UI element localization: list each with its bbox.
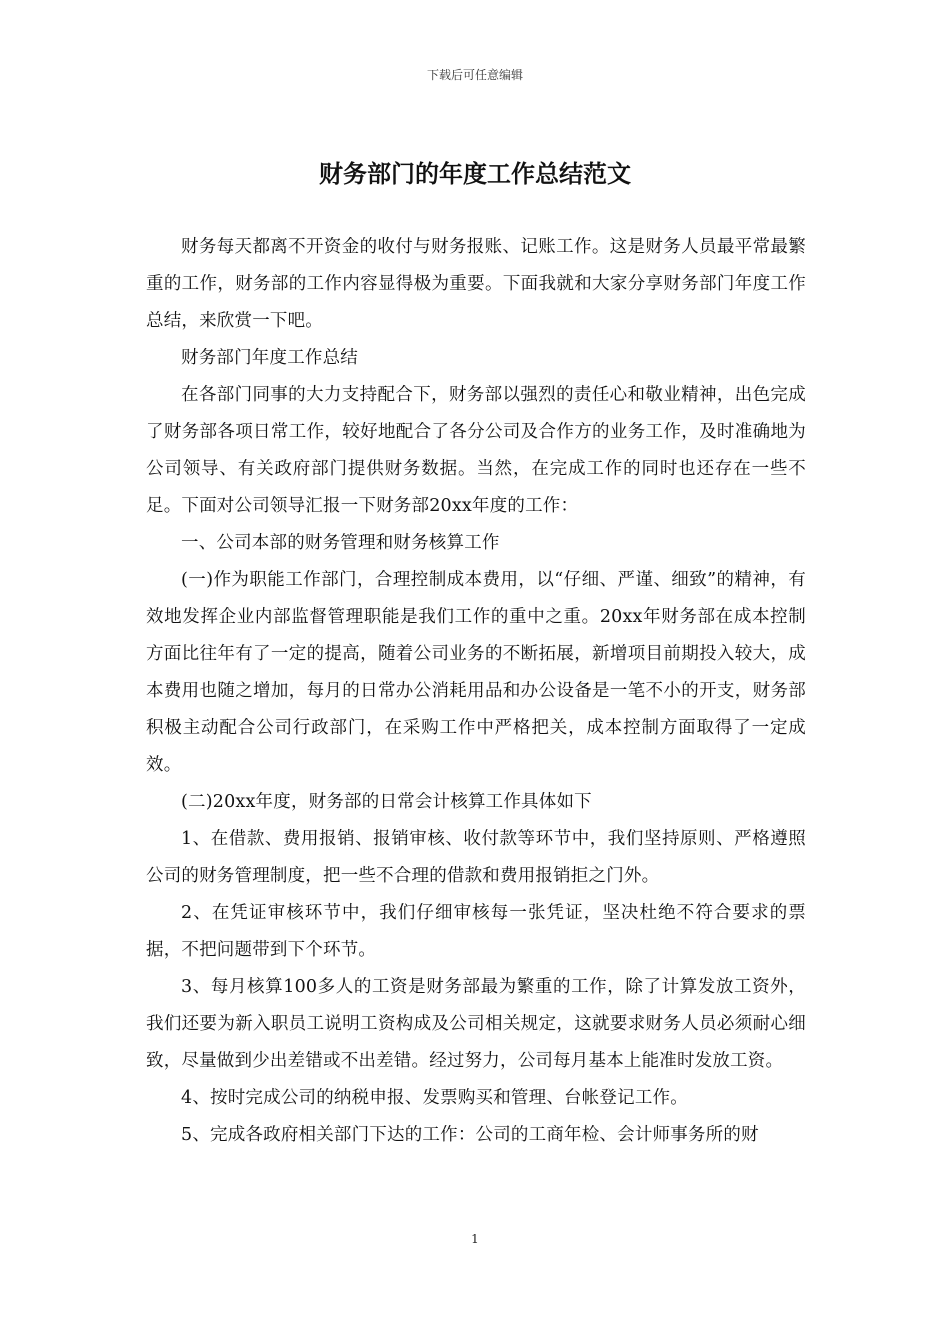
paragraph-intro: 财务每天都离不开资金的收付与财务报账、记账工作。这是财务人员最平常最繁重的工作，财务部的工作内容显得极为重要。下面我就和大家分享财务部门年度工作总结，来欣赏一下吧。: [146, 237, 806, 331]
list-item-1: 1、在借款、费用报销、报销审核、收付款等环节中，我们坚持原则、严格遵照公司的财务管理制度，把一些不合理的借款和费用报销拒之门外。: [146, 829, 806, 886]
section-heading-1: 一、公司本部的财务管理和财务核算工作: [181, 533, 500, 553]
header-note: 下载后可任意编辑: [426, 68, 523, 82]
document-body: [146, 229, 806, 1154]
list-item-4: 4、按时完成公司的纳税申报、发票购买和管理、台帐登记工作。: [181, 1088, 688, 1108]
paragraph-overview: 在各部门同事的大力支持配合下，财务部以强烈的责任心和敬业精神，出色完成了财务部各项日常工作，较好地配合了各分公司及合作方的业务工作，及时准确地为公司领导、有关政府部门提供财务数据。当然，在完成工作的同时也还存在一些不足。下面对公司领导汇报一下财务部20xx年度的工作：: [146, 385, 806, 516]
list-item-2: 2、在凭证审核环节中，我们仔细审核每一张凭证，坚决杜绝不符合要求的票据，不把问题带到下个环节。: [146, 903, 806, 960]
list-item-5: 5、完成各政府相关部门下达的工作：公司的工商年检、会计师事务所的财: [181, 1125, 759, 1145]
paragraph-subtitle: 财务部门年度工作总结: [181, 348, 358, 368]
subsection-heading-2: (二)20xx年度，财务部的日常会计核算工作具体如下: [181, 792, 592, 812]
paragraph-cost-control: (一)作为职能工作部门，合理控制成本费用，以“仔细、严谨、细致”的精神，有效地发挥企业内部监督管理职能是我们工作的重中之重。20xx年财务部在成本控制方面比往年有了一定的提高，随着公司业务的不断拓展，新增项目前期投入较大，成本费用也随之增加，每月的日常办公消耗用品和办公设备是一笔不小的开支，财务部积极主动配合公司行政部门，在采购工作中严格把关，成本控制方面取得了一定成效。: [146, 570, 806, 775]
page-number: 1: [471, 1232, 479, 1246]
document-title: 财务部门的年度工作总结范文: [319, 160, 631, 188]
list-item-3: 3、每月核算100多人的工资是财务部最为繁重的工作，除了计算发放工资外，我们还要为新入职员工说明工资构成及公司相关规定，这就要求财务人员必须耐心细致，尽量做到少出差错或不出差错。经过努力，公司每月基本上能准时发放工资。: [146, 977, 806, 1071]
